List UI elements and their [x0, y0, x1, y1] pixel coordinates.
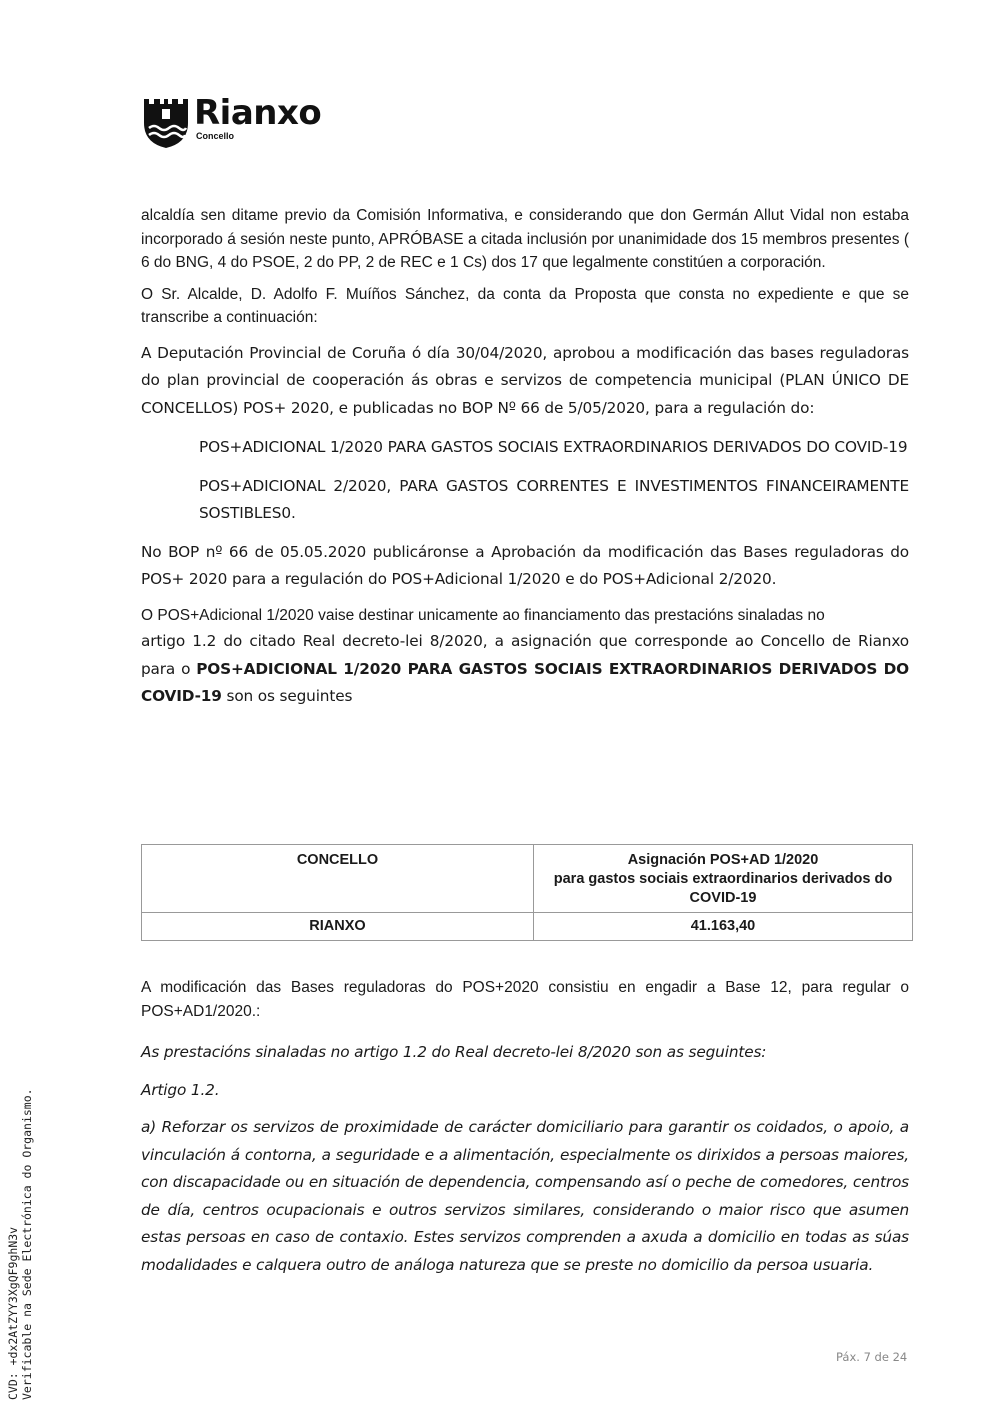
paragraph-session: alcaldía sen ditame previo da Comisión Informativa, e considerando que don Germán Allut Vidal non estaba incorporado á sesión neste punto, APRÓBASE a citada inclusión por unanimidade dos 15 membros presentes ( 6 do BNG, 4 do PSOE, 2 do PP, 2 de REC e 1 Cs) dos 17 que legalmente constitúen a corporación. — [141, 207, 909, 271]
main-content — [141, 204, 909, 711]
verification-sidebar — [6, 1000, 34, 1400]
paragraph-reforzar: a) Reforzar os servizos de proximidade de carácter domiciliario para garantir os coidados, o apoio, a vinculación á contorna, a seguridade e a alimentación, especialmente os dirixidos a persoas maiores, con discapacidade ou en situación de dependencia, compensando así o peche de comedores, centros de día, centros ocupacionais e outros servizos similares, considerando o maior risco que asumen estas persoas en caso de contaxio. Estes servizos comprenden a axuda a domicilio en todas as súas modalidades e calquera outro de análoga natureza que se preste no domicilio da persoa usuaria. — [141, 1118, 909, 1274]
list-item — [171, 434, 909, 462]
table-header-assignment — [534, 845, 913, 913]
logo-subtitle: Concello — [196, 131, 235, 141]
paragraph-pos-adicional-first-line: O POS+Adicional 1/2020 vaise destinar unicamente ao financiamento das prestacións sinaladas no — [141, 606, 825, 624]
paragraph-pos-adicional-bold: POS+ADICIONAL 1/2020 PARA GASTOS SOCIAIS EXTRAORDINARIOS DERIVADOS DO COVID-19 — [141, 659, 910, 705]
list-item-text: POS+ADICIONAL 1/2020 PARA GASTOS SOCIAIS EXTRAORDINARIOS DERIVADOS DO COVID-19 — [199, 438, 908, 456]
bullet-box-icon — [171, 434, 199, 462]
paragraph-deputacion: A Deputación Provincial de Coruña ó día 30/04/2020, aprobou a modificación das bases reguladoras do plan provincial de cooperación ás obras e servizos de competencia municipal (PLAN ÚNICO DE CONCELLOS) POS+ 2020, e publicadas no BOP Nº 66 de 5/05/2020, para a regulación do: — [141, 343, 909, 417]
verification-note: Verificable na Sede Electrónica do Organismo. — [20, 1088, 34, 1400]
paragraph-bop: No BOP nº 66 de 05.05.2020 publicáronse a Aprobación da modificación das Bases reguladoras do POS+ 2020 para a regulación do POS+Adicional 1/2020 e do POS+Adicional 2/2020. — [141, 542, 909, 588]
concello-logo — [143, 95, 353, 153]
list-item-text: POS+ADICIONAL 2/2020, PARA GASTOS CORRENTES E INVESTIMENTOS FINANCEIRAMENTE SOSTIBLES0. — [199, 476, 909, 522]
paragraph-pos-adicional-text: artigo 1.2 do citado Real decreto-lei 8/2020, a asignación que corresponde ao Concello de Rianxo para o — [141, 632, 909, 678]
table-header-assignment-title: Asignación POS+AD 1/2020 — [627, 852, 819, 868]
logo-name: Rianxo — [194, 93, 322, 133]
paragraph-pos-adicional-end: son os seguintes — [221, 687, 353, 705]
paragraph-artigo: Artigo 1.2. — [141, 1080, 220, 1099]
table-header-row — [142, 845, 913, 913]
lower-content — [141, 976, 909, 1279]
bullet-box-icon — [171, 473, 199, 528]
assignment-table — [141, 844, 913, 941]
paragraph-alcalde: O Sr. Alcalde, D. Adolfo F. Muíños Sánchez, da conta da Proposta que consta no expediente e que se transcribe a continuación: — [141, 285, 909, 326]
table-row — [142, 913, 913, 941]
table-cell-amount: 41.163,40 — [534, 913, 913, 941]
paragraph-pos-adicional — [141, 628, 909, 711]
verification-code: CVD: +dx2AtZYY3XgQF9ghN3v — [6, 1226, 20, 1400]
table-header-concello: CONCELLO — [142, 845, 534, 913]
list-item — [171, 473, 909, 528]
paragraph-modificacion: A modificación das Bases reguladoras do POS+2020 consistiu en engadir a Base 12, para regular o POS+AD1/2020.: — [141, 979, 909, 1020]
paragraph-prestacions: As prestacións sinaladas no artigo 1.2 do Real decreto-lei 8/2020 son as seguintes: — [141, 1043, 767, 1061]
table-header-assignment-subtitle: para gastos sociais extraordinarios derivados do COVID-19 — [553, 871, 893, 906]
table-cell-concello: RIANXO — [142, 913, 534, 941]
page-number: Páx. 7 de 24 — [836, 1350, 908, 1364]
castle-crest-icon — [143, 95, 189, 149]
